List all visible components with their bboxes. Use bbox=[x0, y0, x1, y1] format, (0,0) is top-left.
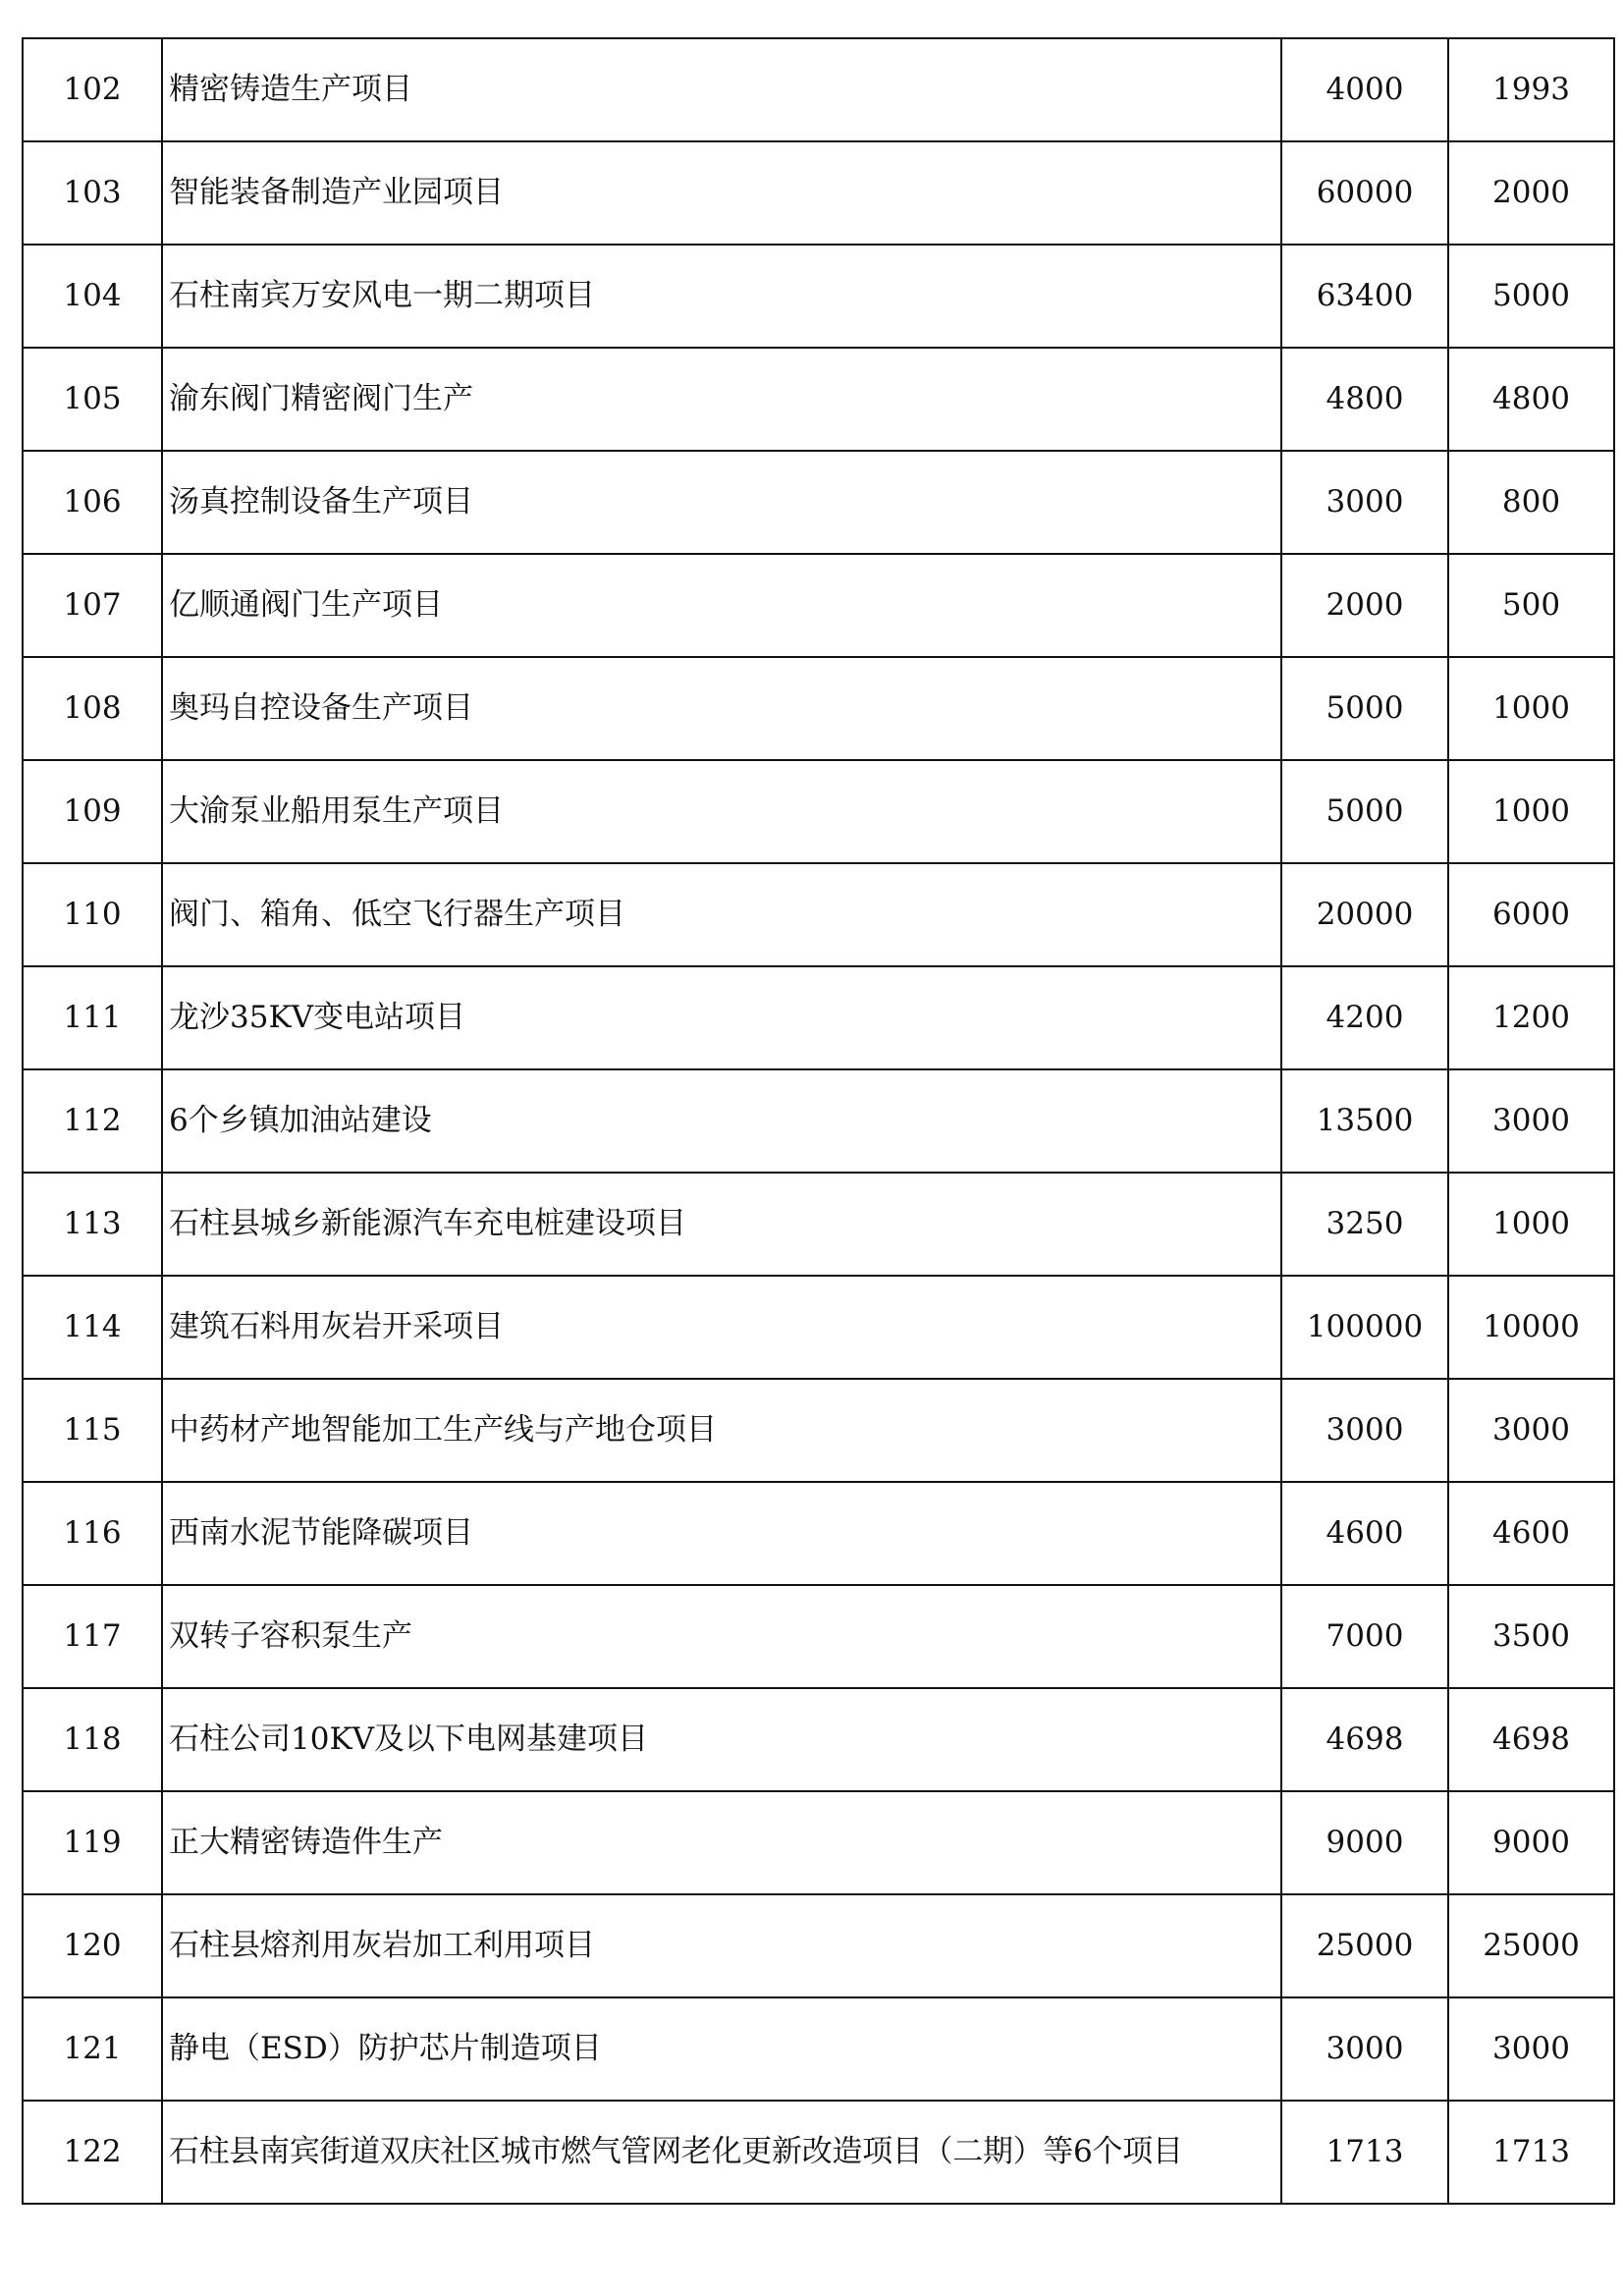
row-number: 110 bbox=[23, 863, 162, 966]
table-row bbox=[23, 1482, 1614, 1585]
project-table-container bbox=[22, 37, 1603, 2205]
table-row bbox=[23, 2101, 1614, 2204]
table-row bbox=[23, 1585, 1614, 1688]
total-investment: 63400 bbox=[1281, 245, 1448, 348]
row-number: 120 bbox=[23, 1894, 162, 1997]
project-name: 石柱县熔剂用灰岩加工利用项目 bbox=[162, 1894, 1281, 1997]
annual-investment: 3000 bbox=[1448, 1069, 1614, 1173]
row-number: 114 bbox=[23, 1276, 162, 1379]
annual-investment: 1000 bbox=[1448, 1173, 1614, 1276]
project-name: 静电（ESD）防护芯片制造项目 bbox=[162, 1997, 1281, 2101]
annual-investment: 1993 bbox=[1448, 38, 1614, 141]
project-name: 双转子容积泵生产 bbox=[162, 1585, 1281, 1688]
table-row bbox=[23, 760, 1614, 863]
project-name: 石柱公司10KV及以下电网基建项目 bbox=[162, 1688, 1281, 1791]
total-investment: 3250 bbox=[1281, 1173, 1448, 1276]
table-row bbox=[23, 1069, 1614, 1173]
annual-investment: 10000 bbox=[1448, 1276, 1614, 1379]
row-number: 102 bbox=[23, 38, 162, 141]
project-name: 6个乡镇加油站建设 bbox=[162, 1069, 1281, 1173]
project-name: 亿顺通阀门生产项目 bbox=[162, 554, 1281, 657]
project-name: 石柱南宾万安风电一期二期项目 bbox=[162, 245, 1281, 348]
annual-investment: 3500 bbox=[1448, 1585, 1614, 1688]
project-name: 精密铸造生产项目 bbox=[162, 38, 1281, 141]
row-number: 106 bbox=[23, 451, 162, 554]
table-row bbox=[23, 863, 1614, 966]
project-name: 建筑石料用灰岩开采项目 bbox=[162, 1276, 1281, 1379]
row-number: 103 bbox=[23, 141, 162, 245]
table-row bbox=[23, 657, 1614, 760]
annual-investment: 1000 bbox=[1448, 760, 1614, 863]
table-row bbox=[23, 1173, 1614, 1276]
row-number: 112 bbox=[23, 1069, 162, 1173]
row-number: 105 bbox=[23, 348, 162, 451]
total-investment: 4698 bbox=[1281, 1688, 1448, 1791]
project-name: 西南水泥节能降碳项目 bbox=[162, 1482, 1281, 1585]
row-number: 111 bbox=[23, 966, 162, 1069]
annual-investment: 9000 bbox=[1448, 1791, 1614, 1894]
annual-investment: 3000 bbox=[1448, 1997, 1614, 2101]
table-row bbox=[23, 966, 1614, 1069]
annual-investment: 1713 bbox=[1448, 2101, 1614, 2204]
annual-investment: 3000 bbox=[1448, 1379, 1614, 1482]
table-row bbox=[23, 554, 1614, 657]
total-investment: 3000 bbox=[1281, 451, 1448, 554]
table-row bbox=[23, 1997, 1614, 2101]
project-name: 渝东阀门精密阀门生产 bbox=[162, 348, 1281, 451]
project-name: 大渝泵业船用泵生产项目 bbox=[162, 760, 1281, 863]
row-number: 122 bbox=[23, 2101, 162, 2204]
project-table bbox=[22, 37, 1615, 2205]
total-investment: 4600 bbox=[1281, 1482, 1448, 1585]
table-row bbox=[23, 1894, 1614, 1997]
annual-investment: 25000 bbox=[1448, 1894, 1614, 1997]
total-investment: 5000 bbox=[1281, 657, 1448, 760]
project-name: 智能装备制造产业园项目 bbox=[162, 141, 1281, 245]
annual-investment: 6000 bbox=[1448, 863, 1614, 966]
table-row bbox=[23, 1276, 1614, 1379]
project-table-body bbox=[23, 38, 1614, 2204]
row-number: 108 bbox=[23, 657, 162, 760]
row-number: 109 bbox=[23, 760, 162, 863]
project-name: 阀门、箱角、低空飞行器生产项目 bbox=[162, 863, 1281, 966]
table-row bbox=[23, 1791, 1614, 1894]
total-investment: 3000 bbox=[1281, 1379, 1448, 1482]
project-name: 石柱县城乡新能源汽车充电桩建设项目 bbox=[162, 1173, 1281, 1276]
annual-investment: 1000 bbox=[1448, 657, 1614, 760]
total-investment: 9000 bbox=[1281, 1791, 1448, 1894]
total-investment: 3000 bbox=[1281, 1997, 1448, 2101]
project-name: 奥玛自控设备生产项目 bbox=[162, 657, 1281, 760]
total-investment: 25000 bbox=[1281, 1894, 1448, 1997]
project-name: 中药材产地智能加工生产线与产地仓项目 bbox=[162, 1379, 1281, 1482]
project-name: 石柱县南宾街道双庆社区城市燃气管网老化更新改造项目（二期）等6个项目 bbox=[162, 2101, 1281, 2204]
total-investment: 13500 bbox=[1281, 1069, 1448, 1173]
total-investment: 4800 bbox=[1281, 348, 1448, 451]
total-investment: 20000 bbox=[1281, 863, 1448, 966]
total-investment: 60000 bbox=[1281, 141, 1448, 245]
row-number: 116 bbox=[23, 1482, 162, 1585]
annual-investment: 800 bbox=[1448, 451, 1614, 554]
project-name: 龙沙35KV变电站项目 bbox=[162, 966, 1281, 1069]
project-name: 汤真控制设备生产项目 bbox=[162, 451, 1281, 554]
annual-investment: 4698 bbox=[1448, 1688, 1614, 1791]
total-investment: 1713 bbox=[1281, 2101, 1448, 2204]
table-row bbox=[23, 245, 1614, 348]
row-number: 121 bbox=[23, 1997, 162, 2101]
annual-investment: 1200 bbox=[1448, 966, 1614, 1069]
table-row bbox=[23, 451, 1614, 554]
table-row bbox=[23, 1379, 1614, 1482]
annual-investment: 5000 bbox=[1448, 245, 1614, 348]
row-number: 107 bbox=[23, 554, 162, 657]
row-number: 117 bbox=[23, 1585, 162, 1688]
annual-investment: 4800 bbox=[1448, 348, 1614, 451]
row-number: 118 bbox=[23, 1688, 162, 1791]
total-investment: 4000 bbox=[1281, 38, 1448, 141]
total-investment: 7000 bbox=[1281, 1585, 1448, 1688]
table-row bbox=[23, 1688, 1614, 1791]
row-number: 119 bbox=[23, 1791, 162, 1894]
row-number: 104 bbox=[23, 245, 162, 348]
project-name: 正大精密铸造件生产 bbox=[162, 1791, 1281, 1894]
annual-investment: 500 bbox=[1448, 554, 1614, 657]
annual-investment: 4600 bbox=[1448, 1482, 1614, 1585]
table-row bbox=[23, 141, 1614, 245]
row-number: 115 bbox=[23, 1379, 162, 1482]
total-investment: 100000 bbox=[1281, 1276, 1448, 1379]
total-investment: 2000 bbox=[1281, 554, 1448, 657]
table-row bbox=[23, 38, 1614, 141]
row-number: 113 bbox=[23, 1173, 162, 1276]
table-row bbox=[23, 348, 1614, 451]
annual-investment: 2000 bbox=[1448, 141, 1614, 245]
total-investment: 4200 bbox=[1281, 966, 1448, 1069]
total-investment: 5000 bbox=[1281, 760, 1448, 863]
